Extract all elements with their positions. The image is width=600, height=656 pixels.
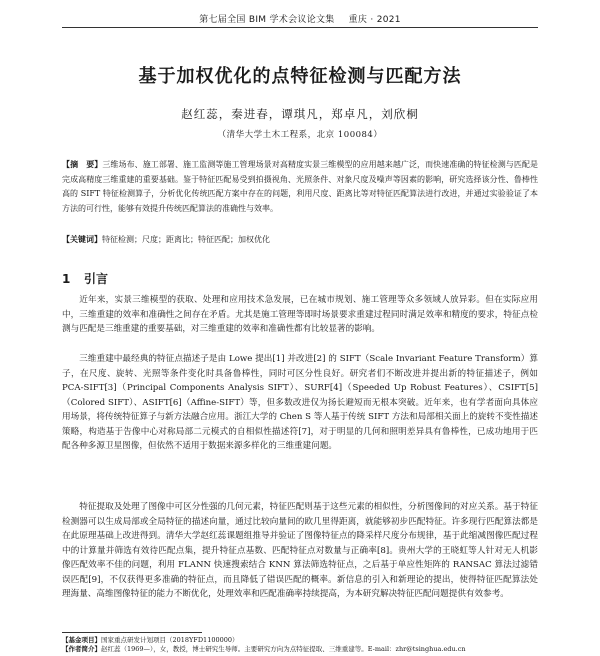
paper-title: 基于加权优化的点特征检测与匹配方法 bbox=[138, 66, 462, 87]
paragraph-text: 特征提取及处理了图像中可区分性强的几何元素，特征匹配则基于这些元素的相似性，分析图像间的对应关系。基于特征检测器可以生成局部或全局特征的描述向量，通过比较向量间的欧几里得距离，就能够初步匹配特征。许多现行匹配算法都是在此原理基础上改进得到。清华大学赵红蕊课题组推导并验证了图像特征点的降采样尺度分布规律，基于此缩减图像匹配过程中的计算量并筛选有效待匹配点集，提升特征点基数、匹配特征点对数量与正确率[8]。贵州大学的王晓虹等人针对无人机影像匹配效率不佳的问题，利用 FLANN 快速搜索结合 KNN 算法筛选特征点，之后基于单应性矩阵的 RANSAC 算法过滤错误匹配[9]，不仅获得更多准确的特征点，而且降低了错误匹配的概率。新信息的引入和新理论的提出，使得特征匹配算法处理海量、高维图像特征的能力不断优化，处理效率和匹配准确率持续提高，为本研究解决特征匹配问题提供有效参考。 bbox=[62, 502, 538, 599]
body-paragraph-2 bbox=[62, 352, 538, 454]
paragraph-text: 近年来，实景三维模型的获取、处理和应用技术急发展，已在城市规划、施工管理等众多领域人放异彩。但在实际应用中，三维重建的效率和准确性之间存在矛盾。尤其是施工管理等即时场景要求重建过程同时满足效率和精度的要求，特征点检测与匹配是三维重建的重要基础，对三维重建的效率和准确性都有比较显著的影响。 bbox=[62, 295, 538, 334]
running-head bbox=[0, 12, 600, 25]
section-title: 引言 bbox=[84, 272, 109, 286]
paragraph-text: 三维重建中最经典的特征点描述子是由 Lowe 提出[1] 并改进[2] 的 SIFT（Scale Invariant Feature Transform）算子，在尺度、旋转、光照等条件变化时具备鲁棒性，同时可区分性良好。研究者们不断改进并提出新的特征描述子，例如 PCA-SIFT[3]（Principal Components Analysis SIFT）、SURF[4]（Speeded Up Robust Features）、CSIFT[5]（Colored SIFT）、ASIFT[6]（Affine-SIFT）等，但多数改进仅为扬长避短而无根本突破。近年来，也有学者面向具体应用场景，将传统特征算子与新方法融合应用。浙江大学的 Chen S 等人基于传统 SIFT 方法和局部相关面上的旋转不变性描述策略，构造基于告像中心对称局部二元模式的自相似性描述符[7]，对于明显的几何和照明差异具有鲁棒性，已成功地用于匹配各种多源卫星图像，但依然不适用于数据来源多样化的三维重建问题。 bbox=[62, 354, 538, 451]
keywords-text: 特征检测；尺度；距离比；特征匹配；加权优化 bbox=[102, 235, 270, 244]
keywords bbox=[62, 233, 538, 246]
fund-text: 国家重点研发计划项目（2018YFD1100000） bbox=[101, 636, 239, 644]
body-paragraph-3 bbox=[62, 500, 538, 602]
author-bio-text: 赵红蕊（1969—），女，教授，博士研究生导师。主要研究方向为点特征提取、三维重建等。E-mail：zhr@tsinghua.edu.cn bbox=[101, 645, 466, 653]
abstract bbox=[62, 157, 538, 216]
author-list: 赵红蕊，秦进春，谭琪凡，郑卓凡，刘欣桐 bbox=[181, 107, 419, 121]
city-year: 重庆 · 2021 bbox=[348, 15, 401, 25]
section-number: 1 bbox=[62, 272, 71, 286]
header-rule bbox=[62, 27, 538, 28]
section-heading-introduction bbox=[62, 270, 108, 287]
footnote-rule bbox=[62, 632, 202, 633]
body-paragraph-1 bbox=[62, 293, 538, 337]
author-footnote bbox=[62, 645, 538, 654]
abstract-label: 【摘 要】 bbox=[62, 159, 103, 169]
abstract-text: 三维场布、施工部署、施工监测等施工管理场景对高精度实景三维模型的应用越来越广泛，而快速准确的特征检测与匹配是完成高精度三维重建的重要基础。鉴于特征匹配易受到拍摄视角、光照条件、对象尺度及噪声等因素的影响，研究选择该分性、鲁棒性高的 SIFT 特征检测算子，分析优化传统匹配方案中存在的问题，利用尺度、距离比等对特征匹配算法进行改进，并通过实验验证了本方法的可行性，能够有效提升传统匹配算法的准确性与效率。 bbox=[62, 160, 539, 213]
footnotes bbox=[62, 636, 538, 654]
fund-footnote bbox=[62, 636, 538, 645]
affiliation: （清华大学土木工程系，北京 100084） bbox=[217, 130, 383, 140]
keywords-label: 【关键词】 bbox=[62, 234, 102, 244]
fund-label: 【基金项目】 bbox=[62, 636, 101, 644]
proceedings-name: 第七届全国 BIM 学术会议论文集 bbox=[199, 15, 335, 25]
author-bio-label: 【作者简介】 bbox=[62, 645, 101, 653]
